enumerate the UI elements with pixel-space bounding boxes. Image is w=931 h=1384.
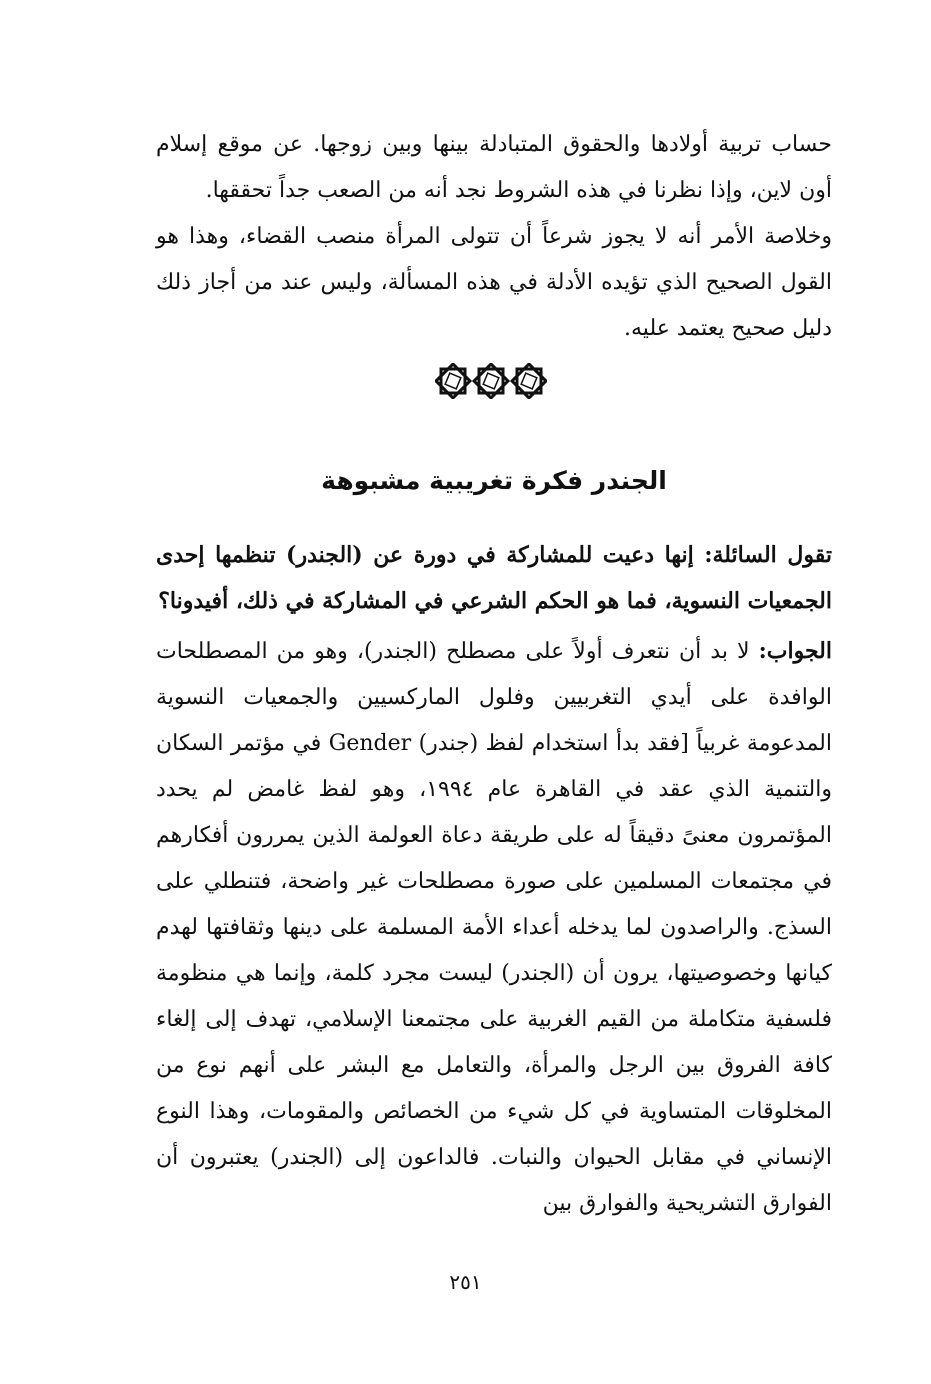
eight-point-star-icon — [512, 364, 546, 398]
answer-body — [156, 628, 832, 1227]
star-ornament-divider — [435, 363, 547, 399]
paragraph-text: وخلاصة الأمر أنه لا يجوز شرعاً أن تتولى المرأة منصب القضاء، وهذا هو القول الصحيح الذي تؤيده الأدلة في هذه المسألة، وليس عند من أجاز ذلك دليل صحيح يعتمد عليه. — [156, 224, 832, 341]
eight-point-star-icon — [436, 364, 470, 398]
question-paragraph — [156, 532, 832, 624]
answer-text: لا بد أن نتعرف أولاً على مصطلح (الجندر)، وهو من المصطلحات الوافدة على أيدي التغربيين وفلول الماركسيين والجمعيات النسوية المدعومة غربياً [فقد بدأ استخدام لفظ (جندر) Gender في مؤتمر السكان والتنمية الذي عقد في القاهرة عام ١٩٩٤، وهو لفظ غامض لم يحدد المؤتمرون معنىً دقيقاً له على طريقة دعاة العولمة الذين يمررون أفكارهم في مجتمعات المسلمين على صورة مصطلحات غير واضحة، فتنطلي على السذج. والراصدون لما يدخله أعداء الأمة المسلمة على دينها وثقافتها لهدم كيانها وخصوصيتها، يرون أن (الجندر) ليست مجرد كلمة، وإنما هي منظومة فلسفية متكاملة من القيم الغربية على مجتمعنا الإسلامي، تهدف إلى إلغاء كافة الفروق بين الرجل والمرأة، والتعامل مع البشر على أنهم نوع من المخلوقات المتساوية في كل شيء من الخصائص والمقومات، وهذا النوع الإنساني في مقابل الحيوان والنبات. فالداعون إلى (الجندر) يعتبرون أن الفوارق التشريحية والفوارق بين — [156, 639, 832, 1216]
paragraph-text: حساب تربية أولادها والحقوق المتبادلة بينها وبين زوجها. عن موقع إسلام أون لاين، وإذا نظرنا في هذه الشروط نجد أنه من الصعب جداً تحققها. — [156, 132, 832, 203]
answer-paragraph — [156, 628, 832, 1227]
section-heading: الجندر فكرة تغريبية مشبوهة — [321, 466, 667, 495]
answer-label: الجواب: — [758, 638, 832, 664]
question-text: تقول السائلة: إنها دعيت للمشاركة في دورة عن (الجندر) تنظمها إحدى الجمعيات النسوية، فما هو الحكم الشرعي في المشاركة في ذلك، أفيدونا؟ — [156, 542, 832, 614]
page-number: ٢٥١ — [449, 1270, 482, 1294]
intro-paragraph-2 — [156, 214, 832, 352]
intro-paragraph-1 — [156, 122, 832, 214]
eight-point-star-icon — [474, 364, 508, 398]
